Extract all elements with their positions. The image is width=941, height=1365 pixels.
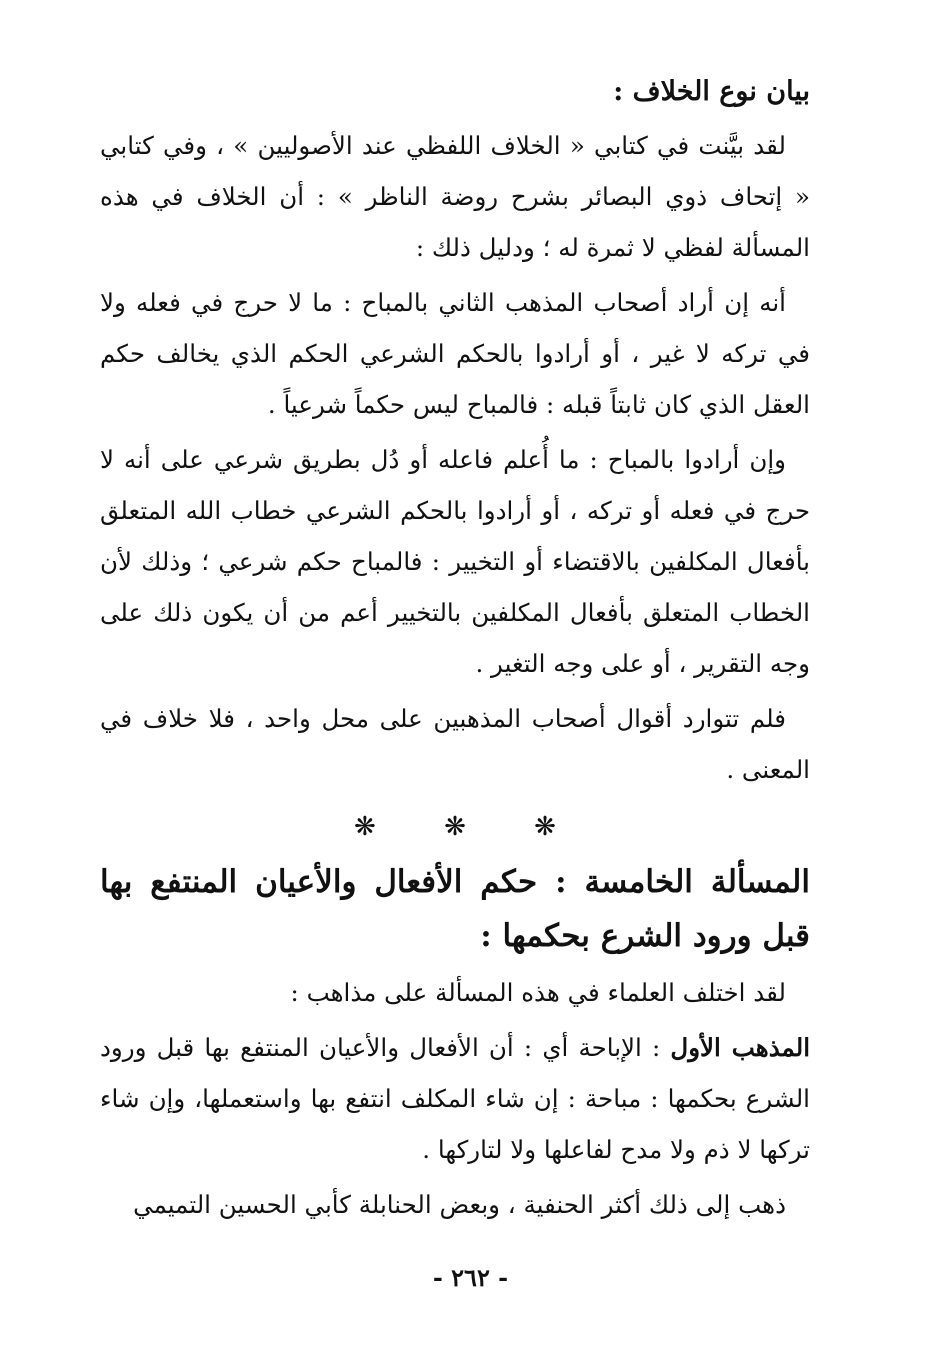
page-number: - ٢٦٢ - bbox=[432, 1263, 509, 1292]
separator-star-icon: ❋ bbox=[354, 812, 376, 842]
separator-star-icon: ❋ bbox=[534, 812, 556, 842]
first-view-label: المذهب الأول bbox=[670, 1033, 810, 1062]
paragraph-intro: لقد اختلف العلماء في هذه المسألة على مذاهب : bbox=[290, 978, 786, 1007]
paragraph-3: وإن أرادوا بالمباح : ما أُعلم فاعله أو دُل بطريق شرعي على أنه لا حرج في فعله أو تركه ، أو أرادوا بالحكم الشرعي خطاب الله المتعلق بأفعال المكلفين بالاقتضاء أو التخيير : فالمباح حكم شرعي ؛ وذلك لأن الخطاب المتعلق بأفعال المكلفين بالتخيير أعم من أن يكون ذلك على وجه التقرير ، أو على وجه التغير . bbox=[100, 445, 810, 678]
section-heading-fifth-issue: المسألة الخامسة : حكم الأفعال والأعيان المنتفع بها قبل ورود الشرع بحكمها : bbox=[100, 864, 810, 954]
paragraph-2: أنه إن أراد أصحاب المذهب الثاني بالمباح : ما لا حرج في فعله ولا في تركه لا غير ، أو أرادوا بالحكم الشرعي الحكم الذي يخالف حكم العقل الذي كان ثابتاً قبله : فالمباح ليس حكماً شرعياً . bbox=[100, 288, 810, 419]
page-body bbox=[100, 70, 810, 1234]
separator-star-icon: ❋ bbox=[444, 812, 466, 842]
first-view-text: : الإباحة أي : أن الأفعال والأعيان المنتفع بها قبل ورود الشرع بحكمها : مباحة : إن شاء المكلف انتفع بها واستعملها، وإن شاء تركها لا ذم ولا مدح لفاعلها ولا لتاركها . bbox=[100, 1033, 810, 1164]
section-separator bbox=[100, 807, 810, 847]
paragraph-last: ذهب إلى ذلك أكثر الحنفية ، وبعض الحنابلة كأبي الحسين التميمي bbox=[133, 1190, 786, 1219]
paragraph-1: لقد بيَّنت في كتابي « الخلاف اللفظي عند الأصوليين » ، وفي كتابي « إتحاف ذوي البصائر بشرح روضة الناظر » : أن الخلاف في هذه المسألة لفظي لا ثمرة له ؛ ودليل ذلك : bbox=[100, 131, 810, 262]
paragraph-first-view bbox=[100, 1022, 810, 1175]
paragraph-4: فلم تتوارد أقوال أصحاب المذهبين على محل واحد ، فلا خلاف في المعنى . bbox=[100, 704, 810, 784]
section-heading-type-of-disagreement: بيان نوع الخلاف : bbox=[613, 76, 810, 107]
